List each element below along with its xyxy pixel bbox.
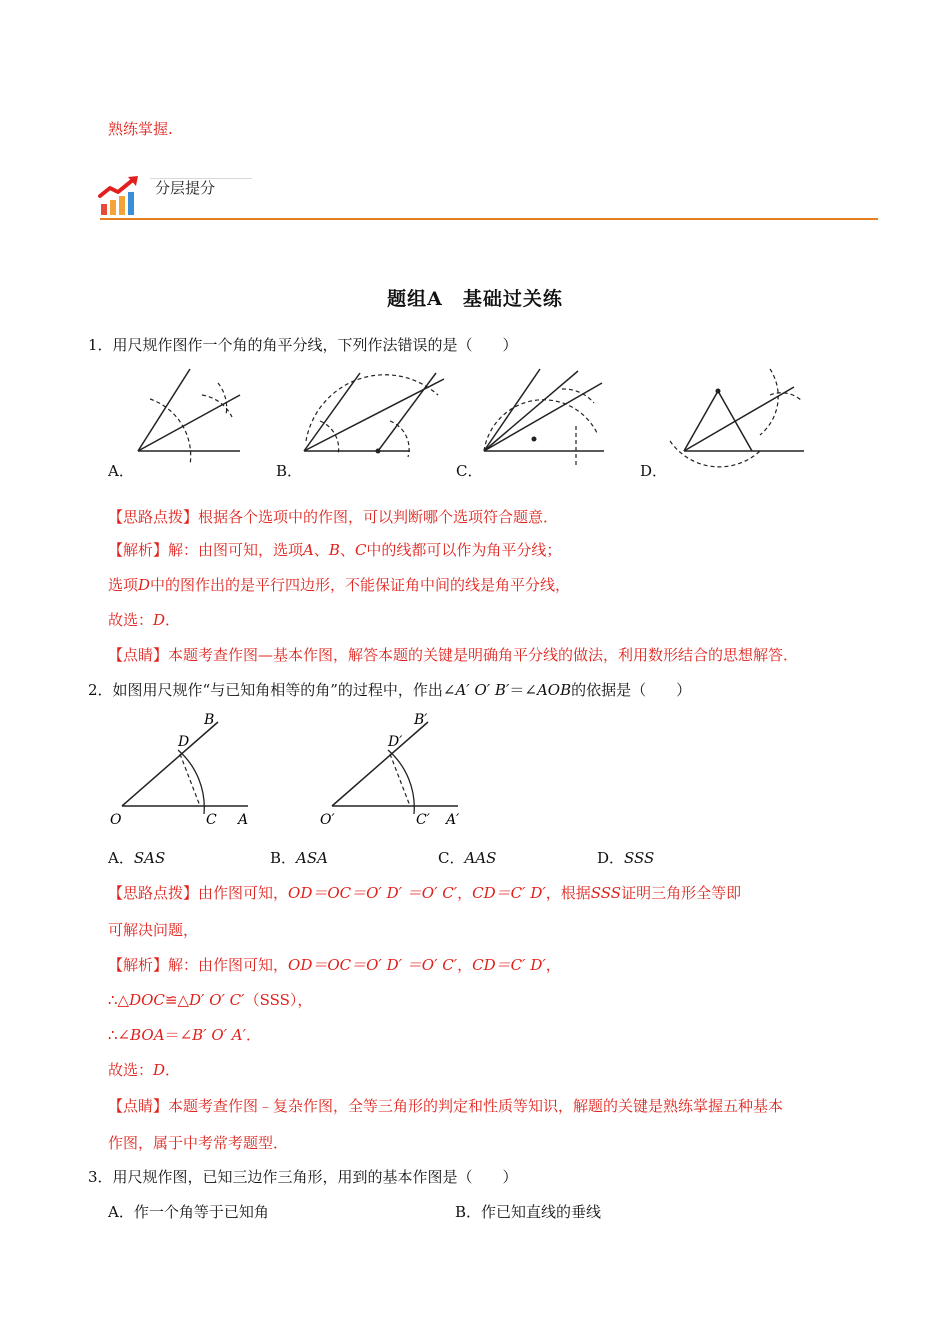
section-title: 分层提分 <box>155 179 216 197</box>
q1-analysis-prefix: 解：由图可知，选项 <box>168 541 304 559</box>
q1-comment-tag: 【点睛】 <box>108 646 169 664</box>
q1-option-c: C． <box>456 462 483 480</box>
q2-tri-b: DOC <box>129 991 165 1009</box>
q2-analysis-d: CD＝C′ D′ <box>472 956 546 974</box>
q1-option-a: A． <box>108 462 134 480</box>
q1-figure-c <box>478 365 618 465</box>
q2-right-label-b: B′ <box>414 712 428 728</box>
q2-left-label-o: O <box>110 812 122 828</box>
q2-right-label-a: A′ <box>446 812 460 828</box>
q2-figure-left <box>108 710 258 830</box>
q1-choose-prefix: 故选： <box>108 611 154 629</box>
q2-hint-g: 证明三角形全等即 <box>621 884 742 902</box>
q2-option-b <box>270 848 328 868</box>
q2-ang-b: BOA <box>130 1026 165 1044</box>
q2-right-label-c: C′ <box>416 812 430 828</box>
q2-tri-e: （SSS）， <box>244 991 313 1009</box>
q1-analysis-tag: 【解析】 <box>108 541 169 559</box>
q2-right-label-d: D′ <box>388 734 403 750</box>
q3-stem: 3．用尺规作图，已知三边作三角形，用到的基本作图是（ ） <box>88 1168 518 1186</box>
q1-hint-tag: 【思路点拨】 <box>108 508 199 526</box>
q1-analysis <box>108 540 561 560</box>
q2-hint-a: 由作图可知， <box>198 884 289 902</box>
q1-analysis-rest: 中的线都可以作为角平分线； <box>366 541 562 559</box>
q2-ang-c: ＝∠ <box>164 1026 193 1044</box>
q2-hint-d: CD＝C′ D′ <box>472 884 546 902</box>
q2-stem-suffix: 的依据是（ ） <box>571 681 692 699</box>
q1-line2-d: D <box>138 576 151 594</box>
q1-analysis-c: C <box>354 541 367 559</box>
q1-analysis-a: A <box>303 541 314 559</box>
q2-analysis-c: ， <box>457 956 473 974</box>
q1-choose <box>108 610 180 630</box>
q2-option-d <box>597 848 654 868</box>
q2-hint-e: ，根据 <box>545 884 591 902</box>
q3-option-b: B．作已知直线的垂线 <box>455 1203 602 1221</box>
q1-analysis-line2 <box>108 575 570 595</box>
q1-hint-text: 根据各个选项中的作图，可以判断哪个选项符合题意． <box>198 508 559 526</box>
q2-stem-eq: ＝∠ <box>509 681 537 699</box>
q2-option-a-text: SAS <box>133 849 166 867</box>
section-divider <box>100 218 878 220</box>
q2-stem-angle: A′ O′ B′ <box>455 681 510 699</box>
q1-comment-text: 本题考查作图—基本作图，解答本题的关键是明确角平分线的做法，利用数形结合的思想解答． <box>168 646 799 664</box>
q2-ang-d: B′ O′ A′ <box>192 1026 247 1044</box>
q2-figure-right <box>318 710 468 830</box>
q2-analysis-e: ， <box>545 956 561 974</box>
q2-choose-letter: D <box>153 1061 166 1079</box>
q2-left-label-b: B <box>204 712 215 728</box>
q1-figure-b <box>298 365 458 465</box>
q2-hint-tag: 【思路点拨】 <box>108 884 199 902</box>
q2-hint <box>108 883 741 903</box>
q1-figure-d <box>660 365 810 465</box>
q2-right-label-o: O′ <box>320 812 335 828</box>
q2-angle-line <box>108 1025 261 1045</box>
q2-hint-line2: 可解决问题， <box>108 921 199 939</box>
q2-stem-prefix: 2．如图用尺规作“与已知角相等的角”的过程中，作出∠ <box>88 681 456 699</box>
q2-option-c-letter: C． <box>438 849 465 867</box>
q1-analysis-sep1: 、 <box>313 541 329 559</box>
q1-analysis-b: B <box>328 541 340 559</box>
q2-tri-d: D′ O′ C′ <box>189 991 245 1009</box>
q1-line2-rest: 中的图作出的是平行四边形，不能保证角中间的线是角平分线， <box>150 576 571 594</box>
q2-ang-a: ∴∠ <box>108 1026 131 1044</box>
q2-tri-a: ∴△ <box>108 991 130 1009</box>
q2-stem <box>88 680 691 700</box>
q2-comment-line1: 本题考查作图﹣复杂作图，全等三角形的判定和性质等知识，解题的关键是熟练掌握五种基本 <box>168 1097 784 1115</box>
q1-figure-a <box>130 365 270 465</box>
q1-stem: 1．用尺规作图作一个角的角平分线，下列作法错误的是（ ） <box>88 336 518 354</box>
q2-stem-aob: AOB <box>536 681 572 699</box>
q1-line2-prefix: 选项 <box>108 576 139 594</box>
q2-tri-c: ≌△ <box>164 991 190 1009</box>
q1-choose-suffix: ． <box>165 611 181 629</box>
q2-option-b-text: ASA <box>296 849 328 867</box>
q2-option-c <box>438 848 496 868</box>
q2-option-d-letter: D． <box>597 849 625 867</box>
q2-hint-c: ， <box>457 884 473 902</box>
q2-option-d-text: SSS <box>624 849 655 867</box>
q1-comment <box>108 645 798 665</box>
q1-analysis-sep2: 、 <box>339 541 355 559</box>
q1-option-d: D． <box>640 462 668 480</box>
q2-option-c-text: AAS <box>464 849 497 867</box>
intro-tail: 熟练掌握. <box>108 120 173 138</box>
q2-comment-tag: 【点睛】 <box>108 1097 169 1115</box>
q2-comment-line2: 作图，属于中考常考题型． <box>108 1134 289 1152</box>
q2-congruence-line <box>108 990 312 1010</box>
q2-analysis-b: OD＝OC＝O′ D′ ＝O′ C′ <box>288 956 458 974</box>
q2-left-label-d: D <box>178 734 190 750</box>
q2-left-label-c: C <box>206 812 217 828</box>
q2-analysis <box>108 955 561 975</box>
q2-hint-f: SSS <box>590 884 622 902</box>
q2-choose-prefix: 故选： <box>108 1061 154 1079</box>
q3-option-a: A．作一个角等于已知角 <box>108 1203 269 1221</box>
q2-choose-suffix: ． <box>165 1061 181 1079</box>
q2-analysis-a: 解：由作图可知， <box>168 956 289 974</box>
q1-choose-letter: D <box>153 611 166 629</box>
q2-option-a <box>108 848 165 868</box>
q2-option-b-letter: B． <box>270 849 297 867</box>
q1-option-b: B． <box>276 462 303 480</box>
q1-hint <box>108 507 558 527</box>
growth-chart-icon <box>98 176 142 216</box>
q2-hint-b: OD＝OC＝O′ D′ ＝O′ C′ <box>288 884 458 902</box>
q2-ang-e: ． <box>246 1026 262 1044</box>
q2-choose <box>108 1060 180 1080</box>
group-title: 题组A 基础过关练 <box>387 288 563 310</box>
q2-comment <box>108 1096 783 1116</box>
q2-option-a-letter: A． <box>108 849 134 867</box>
q2-analysis-tag: 【解析】 <box>108 956 169 974</box>
q2-left-label-a: A <box>238 812 249 828</box>
